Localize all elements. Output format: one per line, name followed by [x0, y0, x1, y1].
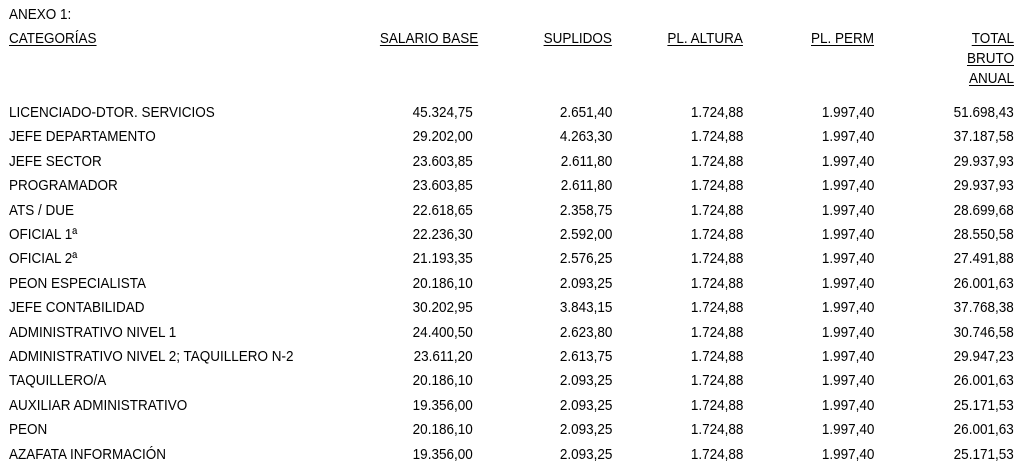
cell-salario-base [369, 321, 473, 345]
cell-category [9, 125, 369, 149]
salary-table-body [9, 101, 1014, 467]
cell-total-text: 29.947,23 [953, 348, 1014, 366]
cell-salario-base [369, 247, 473, 271]
table-row [9, 223, 1014, 247]
cell-total-text: 30.746,58 [953, 323, 1014, 341]
cell-category-text: LICENCIADO-DTOR. SERVICIOS [9, 104, 215, 121]
cell-total-text: 27.491,88 [953, 250, 1014, 268]
cell-category [9, 223, 369, 247]
cell-category-text: TAQUILLERO/A [9, 372, 107, 390]
table-row [9, 247, 1014, 271]
cell-total [874, 247, 1014, 271]
cell-suplidos [473, 369, 612, 393]
cell-total [874, 150, 1014, 174]
cell-pl-perm [743, 125, 874, 149]
cell-pl-altura-text: 1.724,88 [690, 250, 743, 268]
cell-total-text: 28.699,68 [953, 201, 1014, 219]
cell-pl-altura [612, 223, 743, 247]
cell-suplidos [473, 125, 612, 149]
cell-total-text: 29.937,93 [953, 177, 1014, 195]
cell-pl-perm [743, 223, 874, 247]
cell-category [9, 418, 369, 442]
cell-suplidos-text: 2.093,25 [559, 396, 612, 414]
header-total-line1: TOTAL [971, 30, 1014, 47]
cell-pl-altura-text: 1.724,88 [690, 421, 743, 439]
cell-suplidos [473, 174, 612, 198]
cell-category [9, 345, 369, 369]
cell-pl-altura [612, 394, 743, 418]
cell-suplidos [473, 443, 612, 467]
cell-pl-perm [743, 418, 874, 442]
cell-category [9, 321, 369, 345]
cell-total [874, 296, 1014, 320]
cell-category-text: OFICIAL 1ª [9, 226, 78, 244]
cell-suplidos-text: 3.843,15 [559, 299, 612, 317]
cell-salario-base [369, 125, 473, 149]
table-row [9, 101, 1014, 125]
header-salario-base-label: SALARIO BASE [379, 30, 479, 47]
cell-category-text: JEFE SECTOR [9, 152, 102, 170]
salary-table-header [9, 29, 1014, 101]
cell-total-text: 26.001,63 [953, 372, 1014, 390]
cell-pl-altura-text: 1.724,88 [690, 104, 743, 121]
cell-category [9, 247, 369, 271]
cell-total [874, 101, 1014, 125]
cell-suplidos-text: 2.592,00 [559, 226, 612, 244]
cell-salario-base-text: 22.618,65 [412, 201, 473, 219]
cell-category [9, 150, 369, 174]
cell-pl-perm [743, 369, 874, 393]
cell-pl-perm-text: 1.997,40 [821, 201, 874, 219]
cell-pl-altura [612, 150, 743, 174]
cell-category-text: JEFE CONTABILIDAD [9, 299, 145, 317]
cell-salario-base [369, 443, 473, 467]
cell-suplidos-text: 2.358,75 [559, 201, 612, 219]
cell-pl-perm [743, 321, 874, 345]
cell-category-text: ADMINISTRATIVO NIVEL 1 [9, 323, 177, 341]
cell-suplidos [473, 223, 612, 247]
cell-salario-base-text: 45.324,75 [412, 104, 473, 121]
cell-salario-base [369, 296, 473, 320]
cell-salario-base [369, 150, 473, 174]
cell-salario-base [369, 101, 473, 125]
cell-category [9, 443, 369, 467]
cell-suplidos [473, 272, 612, 296]
annex-title: ANEXO 1: [9, 6, 72, 23]
cell-total-text: 51.698,43 [953, 104, 1014, 121]
cell-salario-base [369, 223, 473, 247]
table-row [9, 345, 1014, 369]
cell-suplidos-text: 2.651,40 [559, 104, 612, 121]
header-salario-base [369, 29, 479, 101]
cell-category [9, 174, 369, 198]
table-row [9, 272, 1014, 296]
cell-pl-altura-text: 1.724,88 [690, 445, 743, 463]
header-category [9, 29, 369, 101]
cell-suplidos [473, 296, 612, 320]
header-pl-perm [743, 29, 874, 101]
cell-category-text: AZAFATA INFORMACIÓN [9, 445, 167, 463]
cell-suplidos [473, 150, 612, 174]
cell-suplidos [473, 101, 612, 125]
header-total-line2: BRUTO [966, 50, 1014, 67]
header-pl-altura [612, 29, 743, 101]
cell-suplidos-text: 2.093,25 [559, 421, 612, 439]
header-total [874, 29, 1014, 101]
cell-pl-perm-text: 1.997,40 [821, 299, 874, 317]
cell-pl-altura-text: 1.724,88 [690, 396, 743, 414]
cell-salario-base-text: 21.193,35 [412, 250, 473, 268]
cell-pl-altura [612, 174, 743, 198]
cell-pl-altura [612, 369, 743, 393]
header-pl-altura-label: PL. ALTURA [667, 30, 743, 47]
cell-salario-base-text: 29.202,00 [412, 128, 473, 146]
cell-suplidos-text: 4.263,30 [559, 128, 612, 146]
header-total-line3: ANUAL [968, 70, 1014, 87]
header-row [9, 29, 1014, 101]
cell-category-text: ATS / DUE [9, 201, 75, 219]
cell-category-text: AUXILIAR ADMINISTRATIVO [9, 396, 188, 414]
cell-pl-altura-text: 1.724,88 [690, 226, 743, 244]
cell-pl-perm [743, 150, 874, 174]
cell-pl-perm [743, 443, 874, 467]
cell-total-text: 28.550,58 [953, 226, 1014, 244]
cell-pl-perm-text: 1.997,40 [821, 104, 874, 121]
cell-pl-perm-text: 1.997,40 [821, 128, 874, 146]
cell-pl-perm-text: 1.997,40 [821, 177, 874, 195]
cell-salario-base-text: 20.186,10 [412, 372, 473, 390]
table-row [9, 174, 1014, 198]
cell-total-text: 26.001,63 [953, 421, 1014, 439]
cell-total [874, 369, 1014, 393]
cell-suplidos [473, 199, 612, 223]
cell-total [874, 345, 1014, 369]
cell-category-text: ADMINISTRATIVO NIVEL 2; TAQUILLERO N-2 [9, 348, 294, 366]
cell-suplidos [473, 418, 612, 442]
cell-pl-altura [612, 296, 743, 320]
cell-salario-base-text: 19.356,00 [412, 445, 473, 463]
cell-total [874, 125, 1014, 149]
cell-category [9, 369, 369, 393]
cell-total [874, 199, 1014, 223]
cell-pl-perm-text: 1.997,40 [821, 372, 874, 390]
cell-suplidos-text: 2.093,25 [559, 372, 612, 390]
cell-pl-perm [743, 247, 874, 271]
cell-suplidos [473, 321, 612, 345]
cell-pl-perm [743, 174, 874, 198]
cell-pl-perm-text: 1.997,40 [821, 226, 874, 244]
cell-category-text: JEFE DEPARTAMENTO [9, 128, 156, 146]
cell-salario-base [369, 345, 473, 369]
cell-pl-perm-text: 1.997,40 [821, 323, 874, 341]
cell-salario-base-text: 20.186,10 [412, 421, 473, 439]
cell-salario-base-text: 22.236,30 [412, 226, 473, 244]
cell-total-text: 26.001,63 [953, 274, 1014, 292]
cell-salario-base-text: 19.356,00 [412, 396, 473, 414]
cell-pl-perm-text: 1.997,40 [821, 348, 874, 366]
cell-salario-base [369, 199, 473, 223]
cell-category-text: PEON ESPECIALISTA [9, 274, 147, 292]
cell-suplidos-text: 2.576,25 [559, 250, 612, 268]
cell-pl-perm [743, 296, 874, 320]
cell-total-text: 25.171,53 [953, 445, 1014, 463]
cell-suplidos-text: 2.093,25 [559, 274, 612, 292]
header-suplidos [473, 29, 612, 101]
cell-pl-altura-text: 1.724,88 [690, 348, 743, 366]
cell-salario-base-text: 23.603,85 [412, 152, 473, 170]
cell-pl-perm-text: 1.997,40 [821, 250, 874, 268]
cell-category [9, 272, 369, 296]
cell-pl-perm [743, 199, 874, 223]
cell-suplidos [473, 394, 612, 418]
cell-pl-perm [743, 101, 874, 125]
cell-pl-perm [743, 272, 874, 296]
cell-total [874, 443, 1014, 467]
salary-table [9, 29, 1014, 467]
cell-salario-base [369, 394, 473, 418]
cell-pl-altura [612, 199, 743, 223]
cell-pl-altura [612, 443, 743, 467]
cell-pl-perm [743, 394, 874, 418]
table-row [9, 199, 1014, 223]
header-category-label: CATEGORÍAS [9, 30, 97, 47]
cell-total [874, 223, 1014, 247]
cell-pl-perm-text: 1.997,40 [821, 274, 874, 292]
cell-total-text: 37.187,58 [953, 128, 1014, 146]
cell-category [9, 394, 369, 418]
cell-pl-altura-text: 1.724,88 [690, 128, 743, 146]
cell-salario-base-text: 30.202,95 [412, 299, 473, 317]
cell-pl-perm-text: 1.997,40 [821, 421, 874, 439]
cell-salario-base [369, 369, 473, 393]
table-row [9, 394, 1014, 418]
cell-total-text: 37.768,38 [953, 299, 1014, 317]
cell-category [9, 296, 369, 320]
cell-suplidos [473, 345, 612, 369]
header-suplidos-label: SUPLIDOS [543, 30, 612, 47]
header-pl-perm-label: PL. PERM [810, 30, 874, 47]
cell-category-text: PROGRAMADOR [9, 177, 118, 195]
cell-salario-base-text: 20.186,10 [412, 274, 473, 292]
cell-category-text: OFICIAL 2ª [9, 250, 78, 268]
cell-pl-perm-text: 1.997,40 [821, 396, 874, 414]
cell-pl-perm-text: 1.997,40 [821, 445, 874, 463]
cell-pl-altura [612, 247, 743, 271]
cell-salario-base-text: 23.611,20 [413, 348, 473, 366]
table-row [9, 443, 1014, 467]
cell-total [874, 272, 1014, 296]
cell-pl-altura-text: 1.724,88 [690, 323, 743, 341]
cell-pl-altura [612, 418, 743, 442]
table-row [9, 418, 1014, 442]
cell-suplidos-text: 2.611,80 [560, 177, 612, 195]
cell-pl-altura-text: 1.724,88 [690, 201, 743, 219]
cell-category-text: PEON [9, 421, 48, 439]
cell-pl-altura-text: 1.724,88 [690, 177, 743, 195]
cell-pl-altura [612, 321, 743, 345]
cell-pl-altura [612, 272, 743, 296]
cell-suplidos [473, 247, 612, 271]
cell-pl-altura [612, 345, 743, 369]
table-row [9, 150, 1014, 174]
cell-pl-altura-text: 1.724,88 [690, 152, 743, 170]
cell-total [874, 174, 1014, 198]
table-row [9, 125, 1014, 149]
cell-total-text: 25.171,53 [953, 396, 1014, 414]
cell-pl-perm-text: 1.997,40 [821, 152, 874, 170]
cell-total [874, 394, 1014, 418]
cell-pl-altura-text: 1.724,88 [690, 299, 743, 317]
cell-suplidos-text: 2.093,25 [559, 445, 612, 463]
cell-salario-base [369, 272, 473, 296]
cell-total [874, 321, 1014, 345]
cell-salario-base-text: 23.603,85 [412, 177, 473, 195]
cell-salario-base [369, 418, 473, 442]
cell-salario-base-text: 24.400,50 [412, 323, 473, 341]
cell-suplidos-text: 2.611,80 [560, 152, 612, 170]
cell-total-text: 29.937,93 [953, 152, 1014, 170]
cell-suplidos-text: 2.613,75 [559, 348, 612, 366]
cell-suplidos-text: 2.623,80 [559, 323, 612, 341]
cell-total [874, 418, 1014, 442]
cell-category [9, 101, 369, 125]
cell-pl-altura [612, 125, 743, 149]
table-row [9, 296, 1014, 320]
table-row [9, 321, 1014, 345]
cell-pl-perm [743, 345, 874, 369]
cell-category [9, 199, 369, 223]
cell-salario-base [369, 174, 473, 198]
cell-pl-altura-text: 1.724,88 [690, 372, 743, 390]
table-row [9, 369, 1014, 393]
cell-pl-altura-text: 1.724,88 [690, 274, 743, 292]
cell-pl-altura [612, 101, 743, 125]
